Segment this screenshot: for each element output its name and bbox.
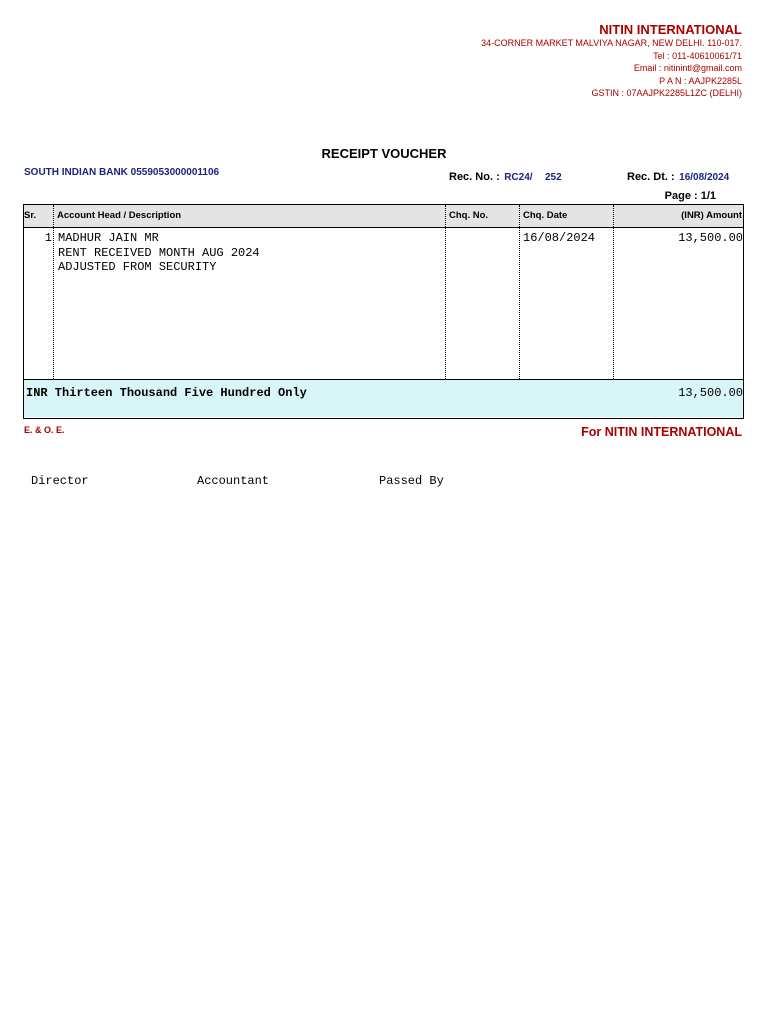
column-divider (53, 205, 54, 379)
signature-director: Director (31, 474, 89, 488)
table-header (24, 205, 743, 228)
column-divider (445, 205, 446, 379)
company-name: NITIN INTERNATIONAL (599, 22, 742, 37)
rec-date (627, 167, 729, 185)
company-email: Email : nitinintl@gmail.com (633, 63, 742, 73)
voucher-table (23, 204, 744, 419)
rec-no-value: 252 (545, 172, 562, 183)
bank-account: SOUTH INDIAN BANK 0559053000001106 (24, 167, 220, 178)
rec-dt-label: Rec. Dt. : (627, 171, 675, 183)
signature-passed-by: Passed By (379, 474, 444, 488)
page-number: Page : 1/1 (664, 190, 716, 202)
column-divider (519, 205, 520, 379)
company-pan: P A N : AAJPK2285L (659, 75, 742, 86)
signature-accountant: Accountant (197, 474, 270, 488)
rec-no-prefix: RC24/ (504, 172, 533, 183)
header-chq-date: Chq. Date (523, 210, 568, 221)
header-description: Account Head / Description (57, 210, 182, 221)
row-chq-date: 16/08/2024 (523, 231, 596, 245)
row-description: MADHUR JAIN MR RENT RECEIVED MONTH AUG 2024 ADJUSTED FROM SECURITY (58, 231, 260, 274)
amount-in-words: INR Thirteen Thousand Five Hundred Only (26, 386, 307, 400)
row-sr: 1 (44, 231, 52, 245)
total-amount: 13,500.00 (678, 386, 743, 400)
rec-no-label: Rec. No. : (449, 171, 500, 183)
company-header (481, 22, 742, 100)
total-row (24, 379, 743, 417)
eoe-note: E. & O. E. (24, 425, 65, 435)
rec-no (449, 167, 562, 185)
company-gstin: GSTIN : 07AAJPK2285L1ZC (DELHI) (591, 88, 742, 98)
company-address: 34-CORNER MARKET MALVIYA NAGAR, NEW DELHI. 110-017. (481, 38, 742, 48)
header-sr: Sr. (24, 210, 37, 221)
row-amount: 13,500.00 (678, 231, 743, 245)
header-amount: (INR) Amount (681, 210, 742, 221)
for-company: For NITIN INTERNATIONAL (581, 425, 742, 439)
rec-dt-value: 16/08/2024 (679, 172, 730, 183)
header-chq-no: Chq. No. (449, 210, 489, 221)
company-tel: Tel : 011-40610061/71 (653, 50, 742, 61)
voucher-title: RECEIPT VOUCHER (321, 146, 447, 161)
